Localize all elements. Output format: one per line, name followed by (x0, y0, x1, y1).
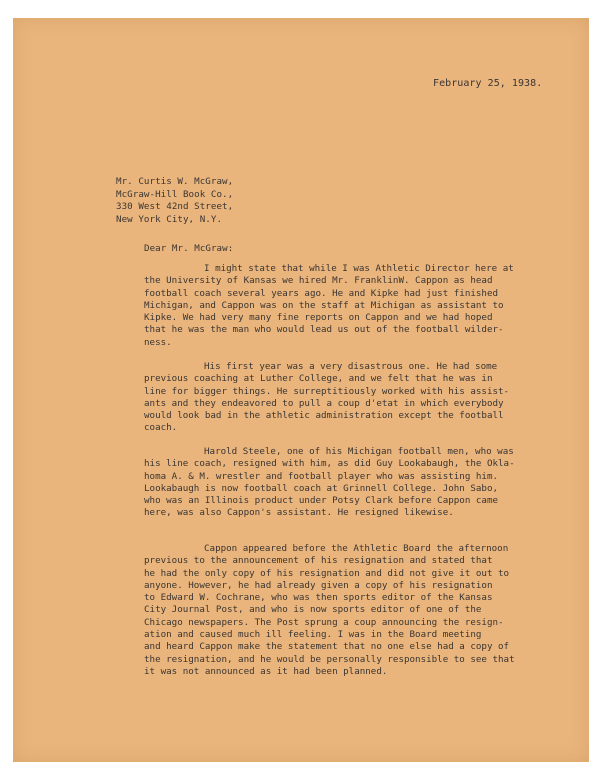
paragraph-line: His first year was a very disastrous one. He had some (204, 361, 498, 372)
paragraph-1 (144, 263, 514, 349)
paragraph-line: would look bad in the athletic administration except the football (144, 410, 504, 422)
paragraph-line: it was not announced as it had been planned. (144, 665, 388, 677)
address-line: 330 West 42nd Street, (116, 201, 234, 212)
address-line: Mr. Curtis W. McGraw, (116, 176, 234, 187)
address-line: McGraw-Hill Book Co., (116, 188, 234, 200)
paragraph-line: football coach several years ago. He and Kipke had just finished (144, 287, 499, 299)
paragraph-4 (144, 543, 515, 678)
letter-date: February 25, 1938. (433, 78, 543, 89)
paragraph-line: previous coaching at Luther College, and we felt that he was in (144, 373, 493, 385)
paragraph-line: ants and they endeavored to pull a coup d'etat in which everybody (144, 397, 504, 409)
letter-page (13, 18, 589, 762)
paragraph-line: the University of Kansas we hired Mr. FranklinW. Cappon as head (144, 275, 493, 287)
paragraph-line: ness. (144, 336, 172, 348)
paragraph-line: who was an Illinois product under Potsy Clark before Cappon came (144, 495, 499, 507)
paragraph-line: line for bigger things. He surreptitiously worked with his assist- (144, 385, 510, 397)
paragraph-line: Kipke. We had very many fine reports on Cappon and we had hoped (144, 312, 493, 324)
paragraph-line: I might state that while I was Athletic Director here at (204, 263, 514, 274)
paragraph-line: previous to the announcement of his resignation and stated that (144, 555, 493, 567)
paragraph-line: coach. (144, 422, 178, 434)
paragraph-line: his line coach, resigned with him, as did Guy Lookabaugh, the Okla- (144, 458, 515, 470)
paragraph-2 (144, 361, 509, 435)
paragraph-line: homa A. & M. wrestler and football player who was assisting him. (144, 470, 499, 482)
paragraph-line: he had the only copy of his resignation and did not give it out to (144, 567, 510, 579)
paragraph-line: the resignation, and he would be personally responsible to see that (144, 653, 515, 665)
address-line: New York City, N.Y. (116, 213, 223, 225)
paragraph-line: Lookabaugh is now football coach at Grinnell College. John Sabo, (144, 482, 499, 494)
paragraph-line: Cappon appeared before the Athletic Board the afternoon (204, 543, 509, 554)
paragraph-line: City Journal Post, and who is now sports editor of one of the (144, 604, 482, 616)
recipient-address (116, 176, 233, 226)
salutation: Dear Mr. McGraw: (144, 243, 234, 254)
paragraph-line: that he was the man who would lead us out of the football wilder- (144, 324, 504, 336)
paragraph-line: Michigan, and Cappon was on the staff at Michigan as assistant to (144, 299, 504, 311)
paragraph-3 (144, 446, 515, 520)
paragraph-line: ation and caused much ill feeling. I was in the Board meeting (144, 629, 482, 641)
paragraph-line: to Edward W. Cochrane, who was then sports editor of the Kansas (144, 592, 493, 604)
paragraph-line: Harold Steele, one of his Michigan football men, who was (204, 446, 514, 457)
paragraph-line: and heard Cappon make the statement that no one else had a copy of (144, 641, 510, 653)
paragraph-line: Chicago newspapers. The Post sprung a coup announcing the resign- (144, 616, 504, 628)
paragraph-line: here, was also Cappon's assistant. He resigned likewise. (144, 507, 454, 519)
paragraph-line: anyone. However, he had already given a copy of his resignation (144, 579, 493, 591)
